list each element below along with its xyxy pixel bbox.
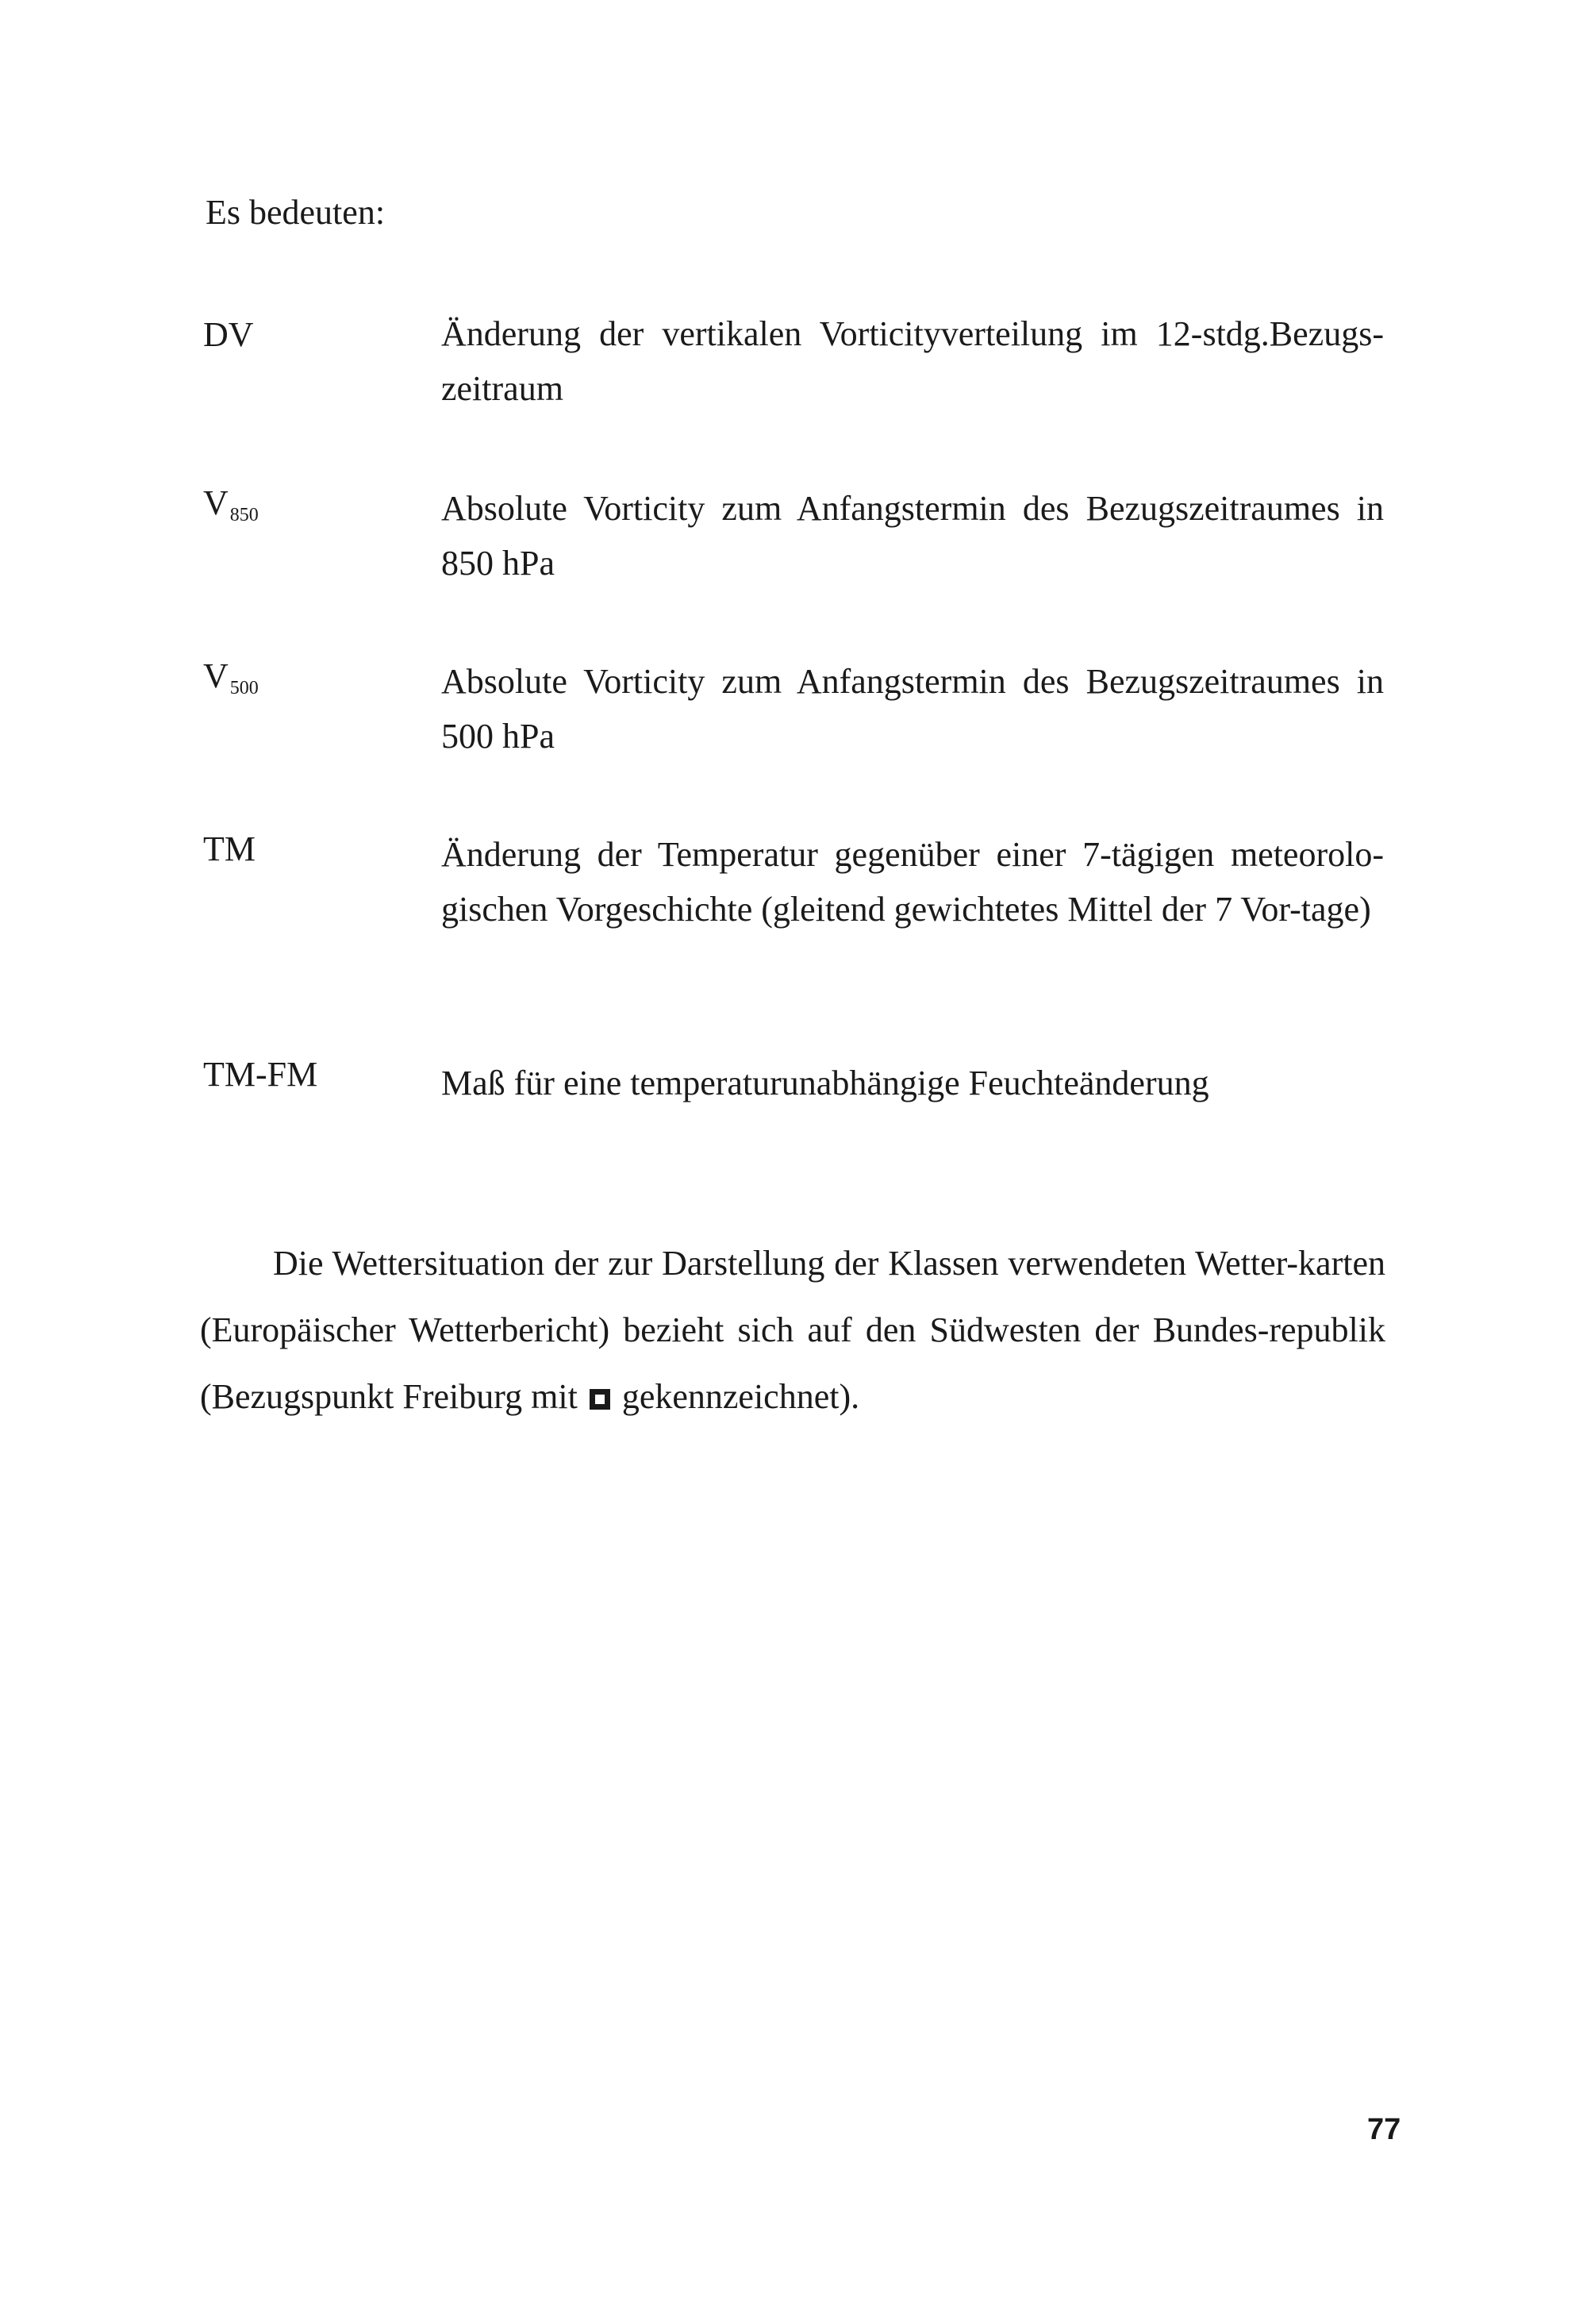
term-v850 [203, 479, 259, 539]
term-label: TM [203, 829, 256, 868]
term-v500 [203, 652, 259, 712]
paragraph-text-end: gekennzeichnet). [621, 1377, 860, 1416]
reference-point-square-icon [590, 1389, 610, 1410]
definition-tm: Änderung der Temperatur gegenüber einer 7-tägigen meteorolo-gischen Vorgeschichte (gleitend gewichtetes Mittel der 7 Vor-tage) [441, 835, 1384, 929]
definition-v500: Absolute Vorticity zum Anfangstermin des Bezugszeitraumes in 500 hPa [441, 662, 1384, 756]
intro-text: Es bedeuten: [206, 193, 386, 232]
definition-tm-fm: Maß für eine temperaturunabhängige Feuchteänderung [441, 1064, 1209, 1102]
term-subscript: 500 [229, 678, 259, 698]
term-tm-fm [203, 1051, 319, 1110]
term-label: V [203, 656, 229, 695]
term-label: V [203, 483, 229, 522]
term-label: TM-FM [203, 1055, 318, 1094]
paragraph-text: Die Wettersituation der zur Darstellung der Klassen verwendeten Wetter-karten (Europäischer Wetterbericht) bezieht sich auf den Südwesten der Bundes-republik (Bezugspunkt Freiburg mit [200, 1244, 1385, 1416]
term-label: DV [203, 315, 254, 354]
term-tm [203, 825, 257, 885]
weather-situation-paragraph [200, 1230, 1385, 1430]
definition-dv: Änderung der vertikalen Vorticityverteilung im 12-stdg.Bezugs-zeitraum [441, 314, 1384, 408]
term-dv [203, 311, 256, 371]
term-subscript: 850 [229, 505, 259, 525]
definition-v850: Absolute Vorticity zum Anfangstermin des Bezugszeitraumes in 850 hPa [441, 489, 1384, 583]
page-number: 77 [1367, 2113, 1401, 2146]
